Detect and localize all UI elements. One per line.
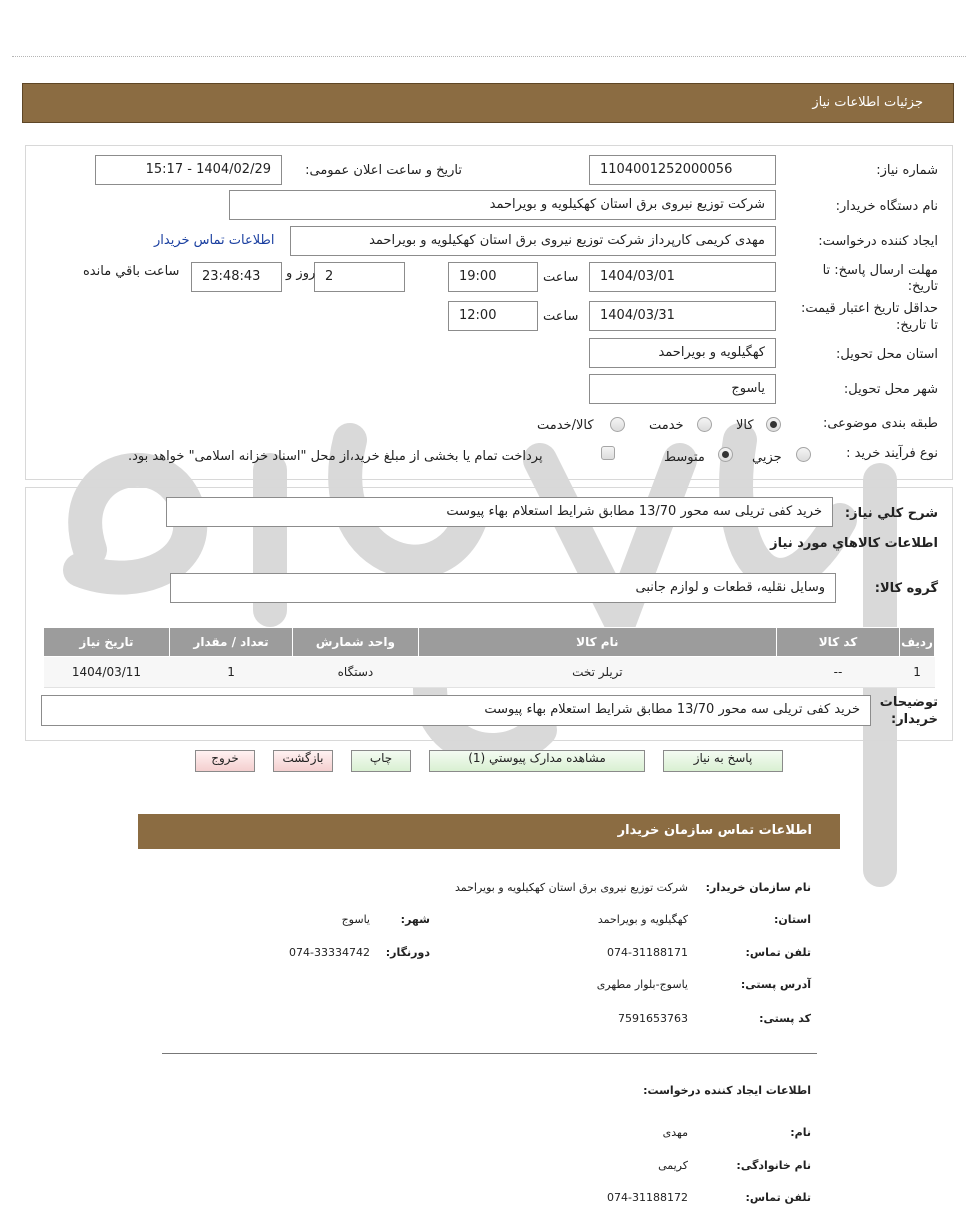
category-radio-service[interactable]	[697, 417, 712, 432]
contact-phone-value: 074-31188171	[607, 946, 688, 959]
need-number-field[interactable]: 1104001252000056	[589, 155, 776, 185]
buyer-notes-field[interactable]: خرید کفی تریلی سه محور 13/70 مطابق شرایط استعلام بهاء پیوست	[41, 695, 871, 726]
process-option-minor: جزيي	[752, 450, 782, 465]
remaining-label: ساعت باقي مانده	[83, 264, 180, 279]
process-radio-medium[interactable]	[718, 447, 733, 462]
category-option-goods: کالا	[736, 418, 754, 433]
announce-label: تاریخ و ساعت اعلان عمومی:	[305, 163, 462, 178]
col-quantity: تعداد / مقدار	[169, 628, 292, 657]
creator-name-label: نام:	[790, 1126, 811, 1139]
cell-goods-code: --	[777, 657, 900, 688]
deadline-label-line2: تاریخ:	[907, 279, 938, 294]
creator-info-title: اطلاعات ایجاد کننده درخواست:	[643, 1084, 811, 1097]
category-option-goods-service: کالا/خدمت	[537, 418, 594, 433]
validity-label-line1: حداقل تاریخ اعتبار قیمت:	[800, 301, 938, 316]
print-button[interactable]: چاپ	[351, 750, 411, 772]
contact-city-value: یاسوج	[341, 913, 370, 926]
province-label: استان محل تحویل:	[836, 347, 938, 362]
category-radio-goods[interactable]	[766, 417, 781, 432]
contact-province-value: کهگیلویه و بویراحمد	[597, 913, 688, 926]
category-radio-goods-service[interactable]	[610, 417, 625, 432]
general-description-label: شرح کلي نیاز:	[844, 506, 938, 521]
deadline-label-line1: مهلت ارسال پاسخ: تا	[822, 263, 938, 278]
contact-city-label: شهر:	[400, 913, 430, 926]
contact-address-value: یاسوج-بلوار مطهری	[596, 978, 688, 991]
contact-postal-value: 7591653763	[618, 1012, 688, 1025]
contact-fax-label: دورنگار:	[385, 946, 430, 959]
top-dotted-divider	[12, 56, 966, 57]
city-label: شهر محل تحویل:	[843, 382, 938, 397]
validity-label-line2: تا تاریخ:	[896, 318, 938, 333]
validity-date-field[interactable]: 1404/03/31	[589, 301, 776, 331]
treasury-payment-note: پرداخت تمام یا بخشی از مبلغ خرید،از محل "اسناد خزانه اسلامی" خواهد بود.	[128, 449, 543, 464]
exit-button[interactable]: خروج	[195, 750, 255, 772]
back-button[interactable]: بازگشت	[273, 750, 333, 772]
cell-row: 1	[900, 657, 935, 688]
page-header-bar	[22, 83, 954, 123]
creator-name-value: مهدی	[662, 1126, 688, 1139]
deadline-time-field[interactable]: 19:00	[448, 262, 538, 292]
cell-unit: دستگاه	[293, 657, 419, 688]
buyer-contact-link[interactable]: اطلاعات تماس خریدار	[154, 233, 275, 248]
buyer-org-label: نام دستگاه خریدار:	[835, 199, 938, 214]
col-need-date: تاریخ نیاز	[44, 628, 170, 657]
days-label: روز و	[286, 266, 316, 281]
col-unit: واحد شمارش	[293, 628, 419, 657]
buyer-notes-label-line2: خریدار:	[891, 712, 938, 727]
need-number-label: شماره نیاز:	[876, 163, 938, 178]
goods-info-title: اطلاعات کالاهاي مورد نیاز	[770, 536, 938, 551]
contact-fax-value: 074-33334742	[289, 946, 370, 959]
cell-quantity: 1	[169, 657, 292, 688]
contact-phone-label: تلفن تماس:	[745, 946, 811, 959]
buyer-contact-header	[138, 814, 840, 849]
days-left-field[interactable]: 2	[314, 262, 405, 292]
view-attachments-button[interactable]: مشاهده مدارک پیوستي (1)	[429, 750, 645, 772]
process-option-medium: متوسط	[664, 450, 705, 465]
contact-address-label: آدرس پستی:	[740, 978, 811, 991]
goods-table-header	[44, 628, 935, 657]
creator-family-label: نام خانوادگی:	[736, 1159, 811, 1172]
goods-group-field[interactable]: وسایل نقلیه، قطعات و لوازم جانبی	[170, 573, 836, 603]
contact-org-value: شرکت توزیع نیروی برق استان کهکیلویه و بویراحمد	[455, 881, 688, 894]
process-radio-minor[interactable]	[796, 447, 811, 462]
general-description-field[interactable]: خرید کفی تریلی سه محور 13/70 مطابق شرایط استعلام بهاء پیوست	[166, 497, 833, 527]
goods-table	[43, 627, 935, 688]
page-title: جزئیات اطلاعات نیاز	[812, 95, 923, 110]
reply-button[interactable]: پاسخ به نیاز	[663, 750, 783, 772]
contact-province-label: استان:	[774, 913, 811, 926]
treasury-payment-checkbox[interactable]	[601, 446, 615, 460]
validity-time-label: ساعت	[543, 309, 579, 324]
buyer-contact-title: اطلاعات تماس سازمان خریدار	[617, 823, 812, 838]
announce-datetime-field[interactable]: 1404/02/29 - 15:17	[95, 155, 282, 185]
buyer-notes-label-line1: توضیحات	[879, 695, 938, 710]
contact-postal-label: کد پستی:	[759, 1012, 811, 1025]
col-row: ردیف	[900, 628, 935, 657]
contact-divider	[162, 1053, 817, 1054]
category-label: طبقه بندی موضوعی:	[822, 416, 938, 431]
cell-goods-name: تریلر تخت	[418, 657, 776, 688]
creator-field[interactable]: مهدی کریمی کارپرداز شرکت توزیع نیروی برق استان کهکیلویه و بویراحمد	[290, 226, 776, 256]
remaining-time-field[interactable]: 23:48:43	[191, 262, 282, 292]
col-goods-code: کد کالا	[777, 628, 900, 657]
category-option-service: خدمت	[649, 418, 684, 433]
cell-need-date: 1404/03/11	[44, 657, 170, 688]
buyer-org-field[interactable]: شرکت توزیع نیروی برق استان کهکیلویه و بویراحمد	[229, 190, 776, 220]
validity-time-field[interactable]: 12:00	[448, 301, 538, 331]
contact-org-label: نام سازمان خریدار:	[705, 881, 811, 894]
deadline-time-label: ساعت	[543, 270, 579, 285]
goods-group-label: گروه کالا:	[874, 581, 938, 596]
table-row[interactable]	[44, 657, 935, 688]
creator-phone-label: تلفن تماس:	[745, 1191, 811, 1204]
province-field[interactable]: کهگیلویه و بویراحمد	[589, 338, 776, 368]
city-field[interactable]: یاسوج	[589, 374, 776, 404]
creator-label: ایجاد کننده درخواست:	[818, 234, 938, 249]
creator-phone-value: 074-31188172	[607, 1191, 688, 1204]
creator-family-value: کریمی	[658, 1159, 688, 1172]
deadline-date-field[interactable]: 1404/03/01	[589, 262, 776, 292]
process-label: نوع فرآیند خرید :	[846, 446, 938, 461]
col-goods-name: نام کالا	[418, 628, 776, 657]
